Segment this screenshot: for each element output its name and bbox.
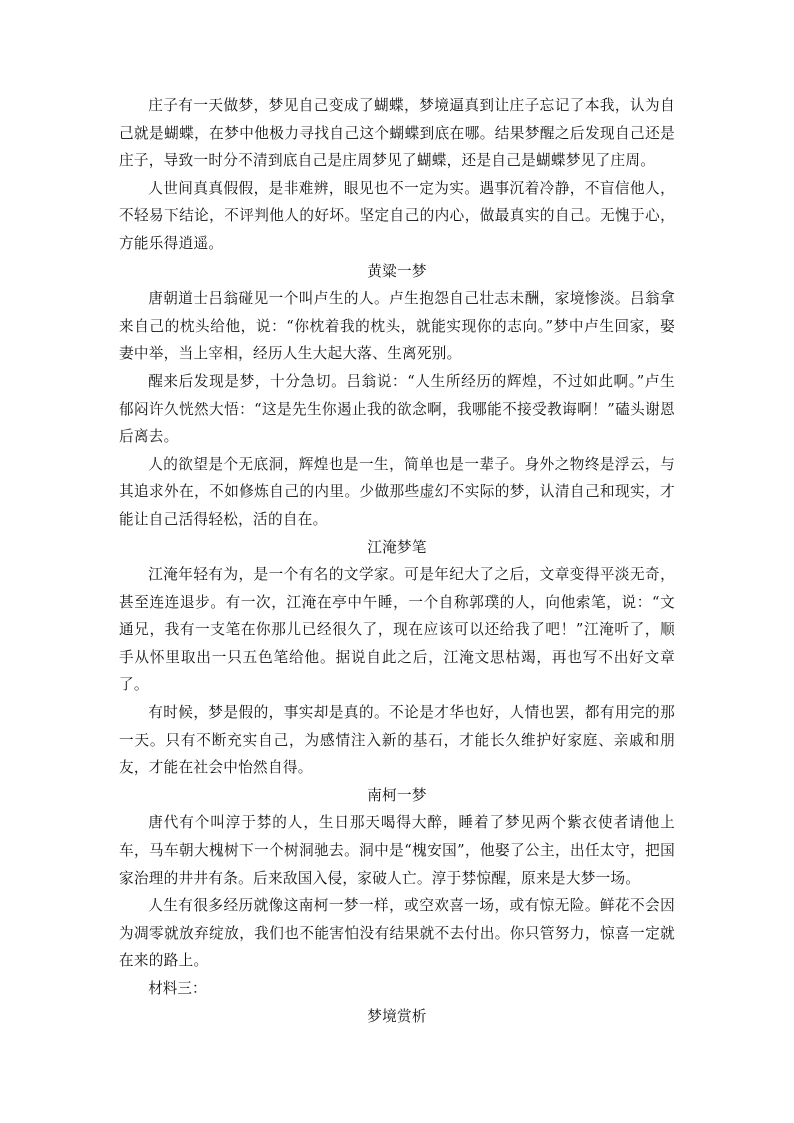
huangliang-story-paragraph: 唐朝道士吕翁碰见一个叫卢生的人。卢生抱怨自己壮志未酬，家境惨淡。吕翁拿来自己的枕头给他，说：“你枕着我的枕头，就能实现你的志向。”梦中卢生回家，娶妻中举，当上宰相，经历人生大起大落、生离死别。 xyxy=(119,290,675,363)
jiangyan-heading: 江淹梦笔 xyxy=(367,538,427,556)
nanke-story-paragraph: 唐代有个叫淳于棼的人，生日那天喝得大醉，睡着了梦见两个紫衣使者请他上车，马车朝大槐树下一个树洞驰去。洞中是“槐安国”，他娶了公主，出任太守，把国家治理的井井有条。后来敌国入侵，家破人亡。淳于棼惊醒，原来是大梦一场。 xyxy=(119,814,675,887)
zhuangzi-story-paragraph: 庄子有一天做梦，梦见自己变成了蝴蝶，梦境逼真到让庄子忘记了本我，认为自己就是蝴蝶，在梦中他极力寻找自己这个蝴蝶到底在哪。结果梦醒之后发现自己还是庄子，导致一时分不清到底自己是庄周梦见了蝴蝶，还是自己是蝴蝶梦见了庄周。 xyxy=(119,97,675,170)
huangliang-reflection-paragraph: 人的欲望是个无底洞，辉煌也是一生，简单也是一辈子。身外之物终是浮云，与其追求外在，不如修炼自己的内里。少做那些虚幻不实际的梦，认清自己和现实，才能让自己活得轻松，活的自在。 xyxy=(119,455,675,528)
huangliang-heading: 黄粱一梦 xyxy=(367,262,427,280)
huangliang-awakening-paragraph: 醒来后发现是梦，十分急切。吕翁说：“人生所经历的辉煌，不过如此啊。”卢生郁闷许久恍然大悟：“这是先生你遏止我的欲念啊，我哪能不接受教诲啊！”磕头谢恩后离去。 xyxy=(119,372,675,446)
zhuangzi-reflection-paragraph: 人世间真真假假，是非难辨，眼见也不一定为实。遇事沉着冷静，不盲信他人，不轻易下结论，不评判他人的好坏。坚定自己的内心，做最真实的自己。无愧于心，方能乐得逍遥。 xyxy=(119,179,675,252)
nanke-heading: 南柯一梦 xyxy=(367,786,427,804)
jiangyan-reflection-paragraph: 有时候，梦是假的，事实却是真的。不论是才华也好，人情也罢，都有用完的那一天。只有不断充实自己，为感情注入新的基石，才能长久维护好家庭、亲戚和朋友，才能在社会中怡然自得。 xyxy=(119,704,675,777)
material-three-heading: 梦境赏析 xyxy=(367,1007,427,1025)
material-three-label: 材料三： xyxy=(148,980,207,997)
document-page xyxy=(119,92,675,1030)
jiangyan-story-paragraph: 江淹年轻有为，是一个有名的文学家。可是年纪大了之后，文章变得平淡无奇，甚至连连退步。有一次，江淹在亭中午睡，一个自称郭璞的人，向他索笔，说：“文通兄，我有一支笔在你那儿已经很久了，现在应该可以还给我了吧！”江淹听了，顺手从怀里取出一只五色笔给他。据说自此之后，江淹文思枯竭，再也写不出好文章了。 xyxy=(119,566,675,694)
nanke-reflection-paragraph: 人生有很多经历就像这南柯一梦一样，或空欢喜一场，或有惊无险。鲜花不会因为凋零就放弃绽放，我们也不能害怕没有结果就不去付出。你只管努力，惊喜一定就在来的路上。 xyxy=(119,897,675,970)
